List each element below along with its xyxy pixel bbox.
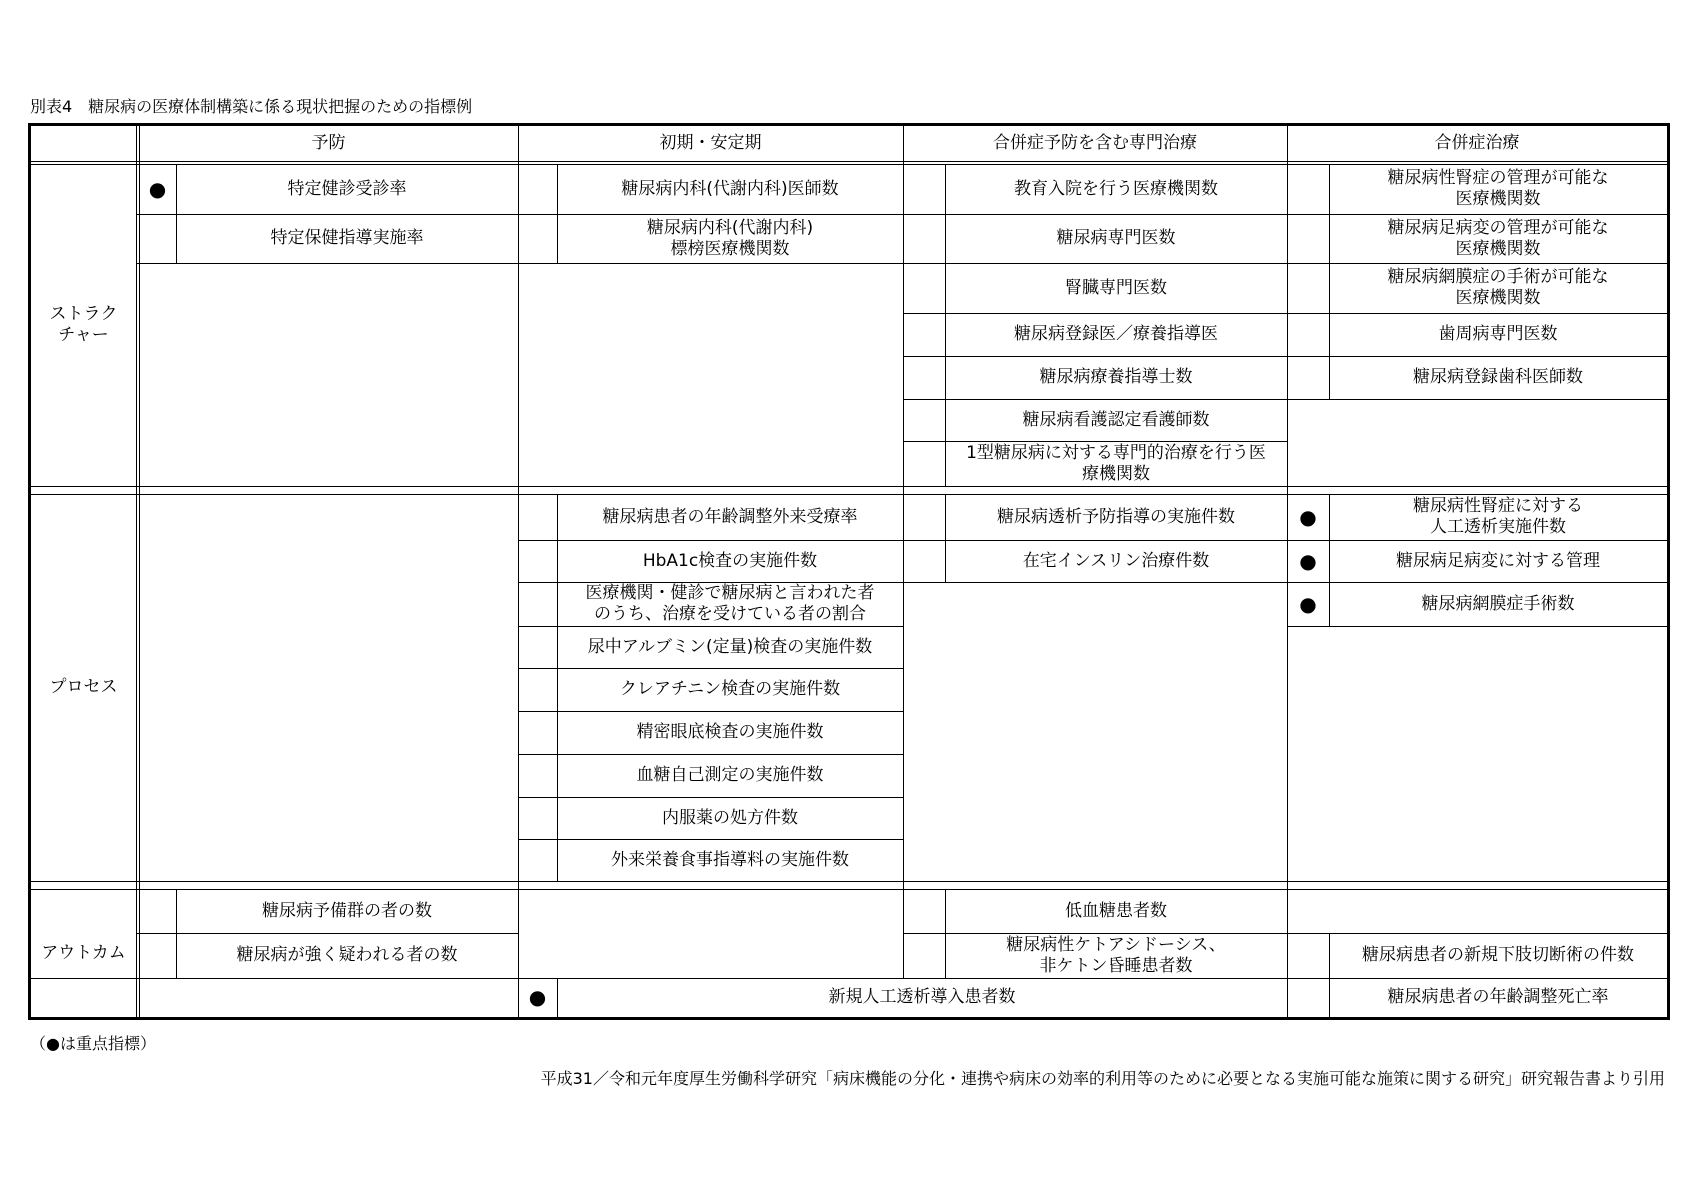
rule-h <box>136 263 518 264</box>
indicator: 糖尿病看護認定看護師数 <box>1022 409 1210 430</box>
legend-note: （●は重点指標） <box>30 1034 156 1053</box>
indicator: 腎臓専門医数 <box>1065 277 1167 298</box>
indicator: 糖尿病療養指導士数 <box>1039 367 1193 387</box>
indicator: 特定健診受診率 <box>287 178 407 199</box>
indicator: 糖尿病登録歯科医師数 <box>1413 367 1583 387</box>
rule-h <box>31 978 518 979</box>
indicator: 糖尿病患者の年齢調整死亡率 <box>1387 987 1609 1007</box>
indicator: 糖尿病内科(代謝内科)医師数 <box>621 178 839 199</box>
row-label-outcome: アウトカム <box>41 942 126 963</box>
priority-marker: ● <box>1299 504 1317 529</box>
indicator: 糖尿病性腎症に対する 人工透析実施件数 <box>1413 496 1583 537</box>
rule-v <box>518 126 519 1017</box>
indicator: 糖尿病内科(代謝内科) 標榜医療機関数 <box>646 217 814 259</box>
row-label-process: プロセス <box>49 677 118 697</box>
indicator: 教育入院を行う医療機関数 <box>1014 178 1218 199</box>
rule-h <box>1287 399 1667 400</box>
row-label-structure: ストラク チャー <box>49 304 118 345</box>
header-complication: 合併症治療 <box>1434 133 1520 153</box>
indicator: 糖尿病性腎症の管理が可能な 医療機関数 <box>1387 168 1609 209</box>
priority-marker: ● <box>1299 591 1317 616</box>
indicator: 糖尿病登録医／療養指導医 <box>1014 324 1218 344</box>
document-title: 別表4 糖尿病の医療体制構築に係る現状把握のための指標例 <box>30 97 473 116</box>
rule-h <box>31 881 1667 882</box>
indicator: 尿中アルブミン(定量)検査の実施件数 <box>587 636 873 657</box>
header-early-stable: 初期・安定期 <box>659 133 762 153</box>
indicator: 低血糖患者数 <box>1065 900 1167 921</box>
header-prevention: 予防 <box>311 133 346 153</box>
indicator: 糖尿病が強く疑われる者の数 <box>236 945 458 965</box>
rule-h <box>518 263 903 264</box>
indicator: 特定保健指導実施率 <box>270 228 424 248</box>
indicator: 在宅インスリン治療件数 <box>1022 550 1210 571</box>
priority-marker: ● <box>1299 548 1317 573</box>
indicator: 糖尿病性ケトアシドーシス、 非ケトン昏睡患者数 <box>1006 934 1226 976</box>
indicator: 糖尿病網膜症の手術が可能な 医療機関数 <box>1387 267 1609 308</box>
indicator: 糖尿病専門医数 <box>1056 228 1176 248</box>
rule-v <box>903 494 904 881</box>
rule-h <box>903 582 1287 583</box>
indicator: 精密眼底検査の実施件数 <box>636 722 824 742</box>
indicator: 糖尿病足病変の管理が可能な 医療機関数 <box>1387 217 1609 259</box>
indicator: 糖尿病患者の年齢調整外来受療率 <box>602 506 858 527</box>
indicator: 糖尿病予備群の者の数 <box>262 900 432 921</box>
indicator: 糖尿病患者の新規下肢切断術の件数 <box>1362 945 1634 965</box>
indicator: 医療機関・健診で糖尿病と言われた者 のうち、治療を受けている者の割合 <box>585 583 875 624</box>
indicator: 糖尿病足病変に対する管理 <box>1396 550 1600 571</box>
indicator: 歯周病専門医数 <box>1438 324 1558 344</box>
source-citation: 平成31／令和元年度厚生労働科学研究「病床機能の分化・連携や病床の効率的利用等のために必要となる実施可能な施策に関する研究」研究報告書より引用 <box>540 1069 1665 1088</box>
indicator: 1型糖尿病に対する専門的治療を行う医 療機関数 <box>966 442 1266 484</box>
rule-v <box>136 126 137 1017</box>
header-specialist: 合併症予防を含む専門治療 <box>993 133 1197 153</box>
indicator: HbA1c検査の実施件数 <box>642 550 818 571</box>
indicator: クレアチニン検査の実施件数 <box>619 679 841 699</box>
rule-h <box>1287 626 1667 627</box>
priority-marker: ● <box>148 176 167 201</box>
rule-v <box>139 126 140 1017</box>
indicator-table <box>28 123 1670 1020</box>
indicator: 新規人工透析導入患者数 <box>828 987 1016 1007</box>
priority-marker: ● <box>528 985 547 1009</box>
indicator: 糖尿病網膜症手術数 <box>1421 593 1575 614</box>
indicator: 外来栄養食事指導料の実施件数 <box>611 849 849 870</box>
rule-h <box>31 486 1667 487</box>
indicator: 糖尿病透析予防指導の実施件数 <box>997 506 1235 527</box>
indicator: 内服薬の処方件数 <box>662 807 798 828</box>
indicator: 血糖自己測定の実施件数 <box>636 765 824 785</box>
rule-h <box>31 161 1667 162</box>
